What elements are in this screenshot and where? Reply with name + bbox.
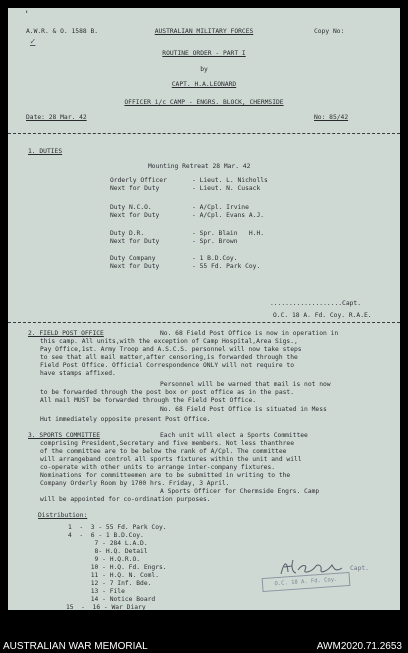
duty-role: Duty N.C.O. [110, 204, 152, 211]
paragraph-line: have stamps affixed. [40, 370, 116, 377]
distribution-row: 1 - 3 - 55 Fd. Park Coy. [68, 524, 167, 531]
header-divider [8, 133, 400, 134]
order-title: ROUTINE ORDER - PART I [162, 50, 246, 57]
duty-name: - A/Cpl. Irvine [192, 204, 249, 211]
form-reference: A.W.R. & O. 1588 B. [26, 28, 99, 35]
distribution-row: 10 - H.Q. Fd. Engrs. [68, 564, 167, 571]
paragraph-line: All mail MUST be forwarded through the Field Post Office. [40, 397, 257, 404]
archive-reference: AWM2020.71.2653 [316, 641, 402, 652]
paragraph-line: this camp. All units,with the exception of Camp Hospital,Area Sigs., [40, 338, 298, 345]
document-page [8, 8, 400, 610]
paragraph-line: Hut immediately opposite present Post Office. [40, 416, 211, 423]
duty-role: Next for Duty [110, 212, 160, 219]
order-date: Date: 28 Mar. 42 [26, 114, 87, 121]
paragraph-line: to be forwarded through the post box or post office as in the past. [40, 389, 295, 396]
distribution-row: 12 - 7 Inf. Bde. [68, 580, 152, 587]
paragraph-line: A Sports Officer for Chermside Engrs. Camp [160, 488, 320, 495]
duties-subheading: Mounting Retreat 28 Mar. 42 [148, 163, 251, 170]
distribution-row: 11 - H.Q. N. Coml. [68, 572, 159, 579]
paragraph-line: of the committee are to be below the rank of A/Cpl. The committee [40, 448, 287, 455]
paragraph-line: Field Post Office. Official Correspondence ONLY will not require to [40, 362, 295, 369]
archive-name: AUSTRALIAN WAR MEMORIAL [3, 641, 148, 652]
paragraph-line: Nominations for committeemen are to be submitted in writing to the [40, 472, 291, 479]
distribution-row: 15 - 16 - War Diary [66, 604, 146, 610]
officer-commanding: O.C. 18 A. Fd. Coy. R.A.E. [273, 312, 372, 319]
duty-role: Duty Company [110, 255, 156, 262]
paragraph-line: Pay Office,1st. Army Troop and A.S.C.S. personnel will now take steps [40, 346, 302, 353]
distribution-row: 7 - 284 L.A.D. [68, 540, 148, 547]
duty-name: - 1 B.D.Coy. [192, 255, 238, 262]
duty-name: - A/Cpl. Evans A.J. [192, 212, 265, 219]
force-heading: AUSTRALIAN MILITARY FORCES [154, 28, 254, 35]
duty-name: - Spr. Brown [192, 238, 238, 245]
duty-name: - Spr. Blain H.H. [192, 230, 265, 237]
duty-name: - Lieut. N. Cusack [192, 185, 261, 192]
paragraph-line: Personnel will be warned that mail is not now [160, 381, 331, 388]
duty-role: Next for Duty [110, 185, 160, 192]
unit-name: OFFICER i/c CAMP - ENGRS. BLOCK, CHERMSIDE [124, 99, 284, 106]
punch-mark: ' [24, 10, 30, 20]
duty-role: Duty D.R. [110, 230, 145, 237]
paragraph-line: No. 68 Field Post Office is situated in Mess [160, 406, 327, 413]
order-number: No: 85/42 [314, 114, 349, 121]
tick-mark: ✓ [30, 37, 36, 47]
distribution-heading: Distribution: [38, 512, 88, 519]
distribution-row: 9 - H.Q.R.O. [68, 556, 141, 563]
issuing-officer: CAPT. H.A.LEONARD [171, 81, 237, 88]
paragraph-line: comprising President,Secretary and five members. Not less thanthree [40, 440, 295, 447]
duties-heading: 1. DUTIES [28, 148, 63, 155]
duty-role: Next for Duty [110, 238, 160, 245]
field-post-heading: 2. FIELD POST OFFICE [28, 330, 104, 337]
duty-name: - Lieut. L. Nicholls [192, 177, 268, 184]
paragraph-line: Company Orderly Room by 1700 hrs. Friday, 3 April. [40, 480, 230, 487]
paragraph-line: will be appointed for co-ordination purposes. [40, 496, 211, 503]
section-divider [8, 322, 400, 323]
signature-rank: Capt. [350, 565, 369, 572]
distribution-row: 14 - Notice Board [68, 596, 156, 603]
signature-line: ...................Capt. [270, 300, 361, 307]
by-label: by [200, 66, 208, 73]
duty-name: - 55 Fd. Park Coy. [192, 263, 261, 270]
sports-heading: 3. SPORTS COMMITTEE [28, 432, 101, 439]
distribution-row: 4 - 6 - 1 B.D.Coy. [68, 532, 144, 539]
duty-role: Next for Duty [110, 263, 160, 270]
distribution-row: 13 - File [68, 588, 125, 595]
copy-number: Copy No: [314, 28, 345, 35]
paragraph-line: will arrangeband control all sports fixtures within the unit and will [40, 456, 302, 463]
duty-role: Orderly Officer [110, 177, 167, 184]
paragraph-line: to see that all mail matter,after censoring,is forwarded through the [40, 354, 298, 361]
paragraph-line: No. 68 Field Post Office is now in operation in [160, 330, 339, 337]
unit-stamp: O.C. 18 A. Fd. Coy. [262, 572, 351, 592]
paragraph-line: Each unit will elect a Sports Committee [160, 432, 308, 439]
distribution-row: 8- H.Q. Detail [68, 548, 148, 555]
paragraph-line: co-operate with other units to arrange inter-company fixtures. [40, 464, 276, 471]
archive-footer [0, 612, 408, 653]
